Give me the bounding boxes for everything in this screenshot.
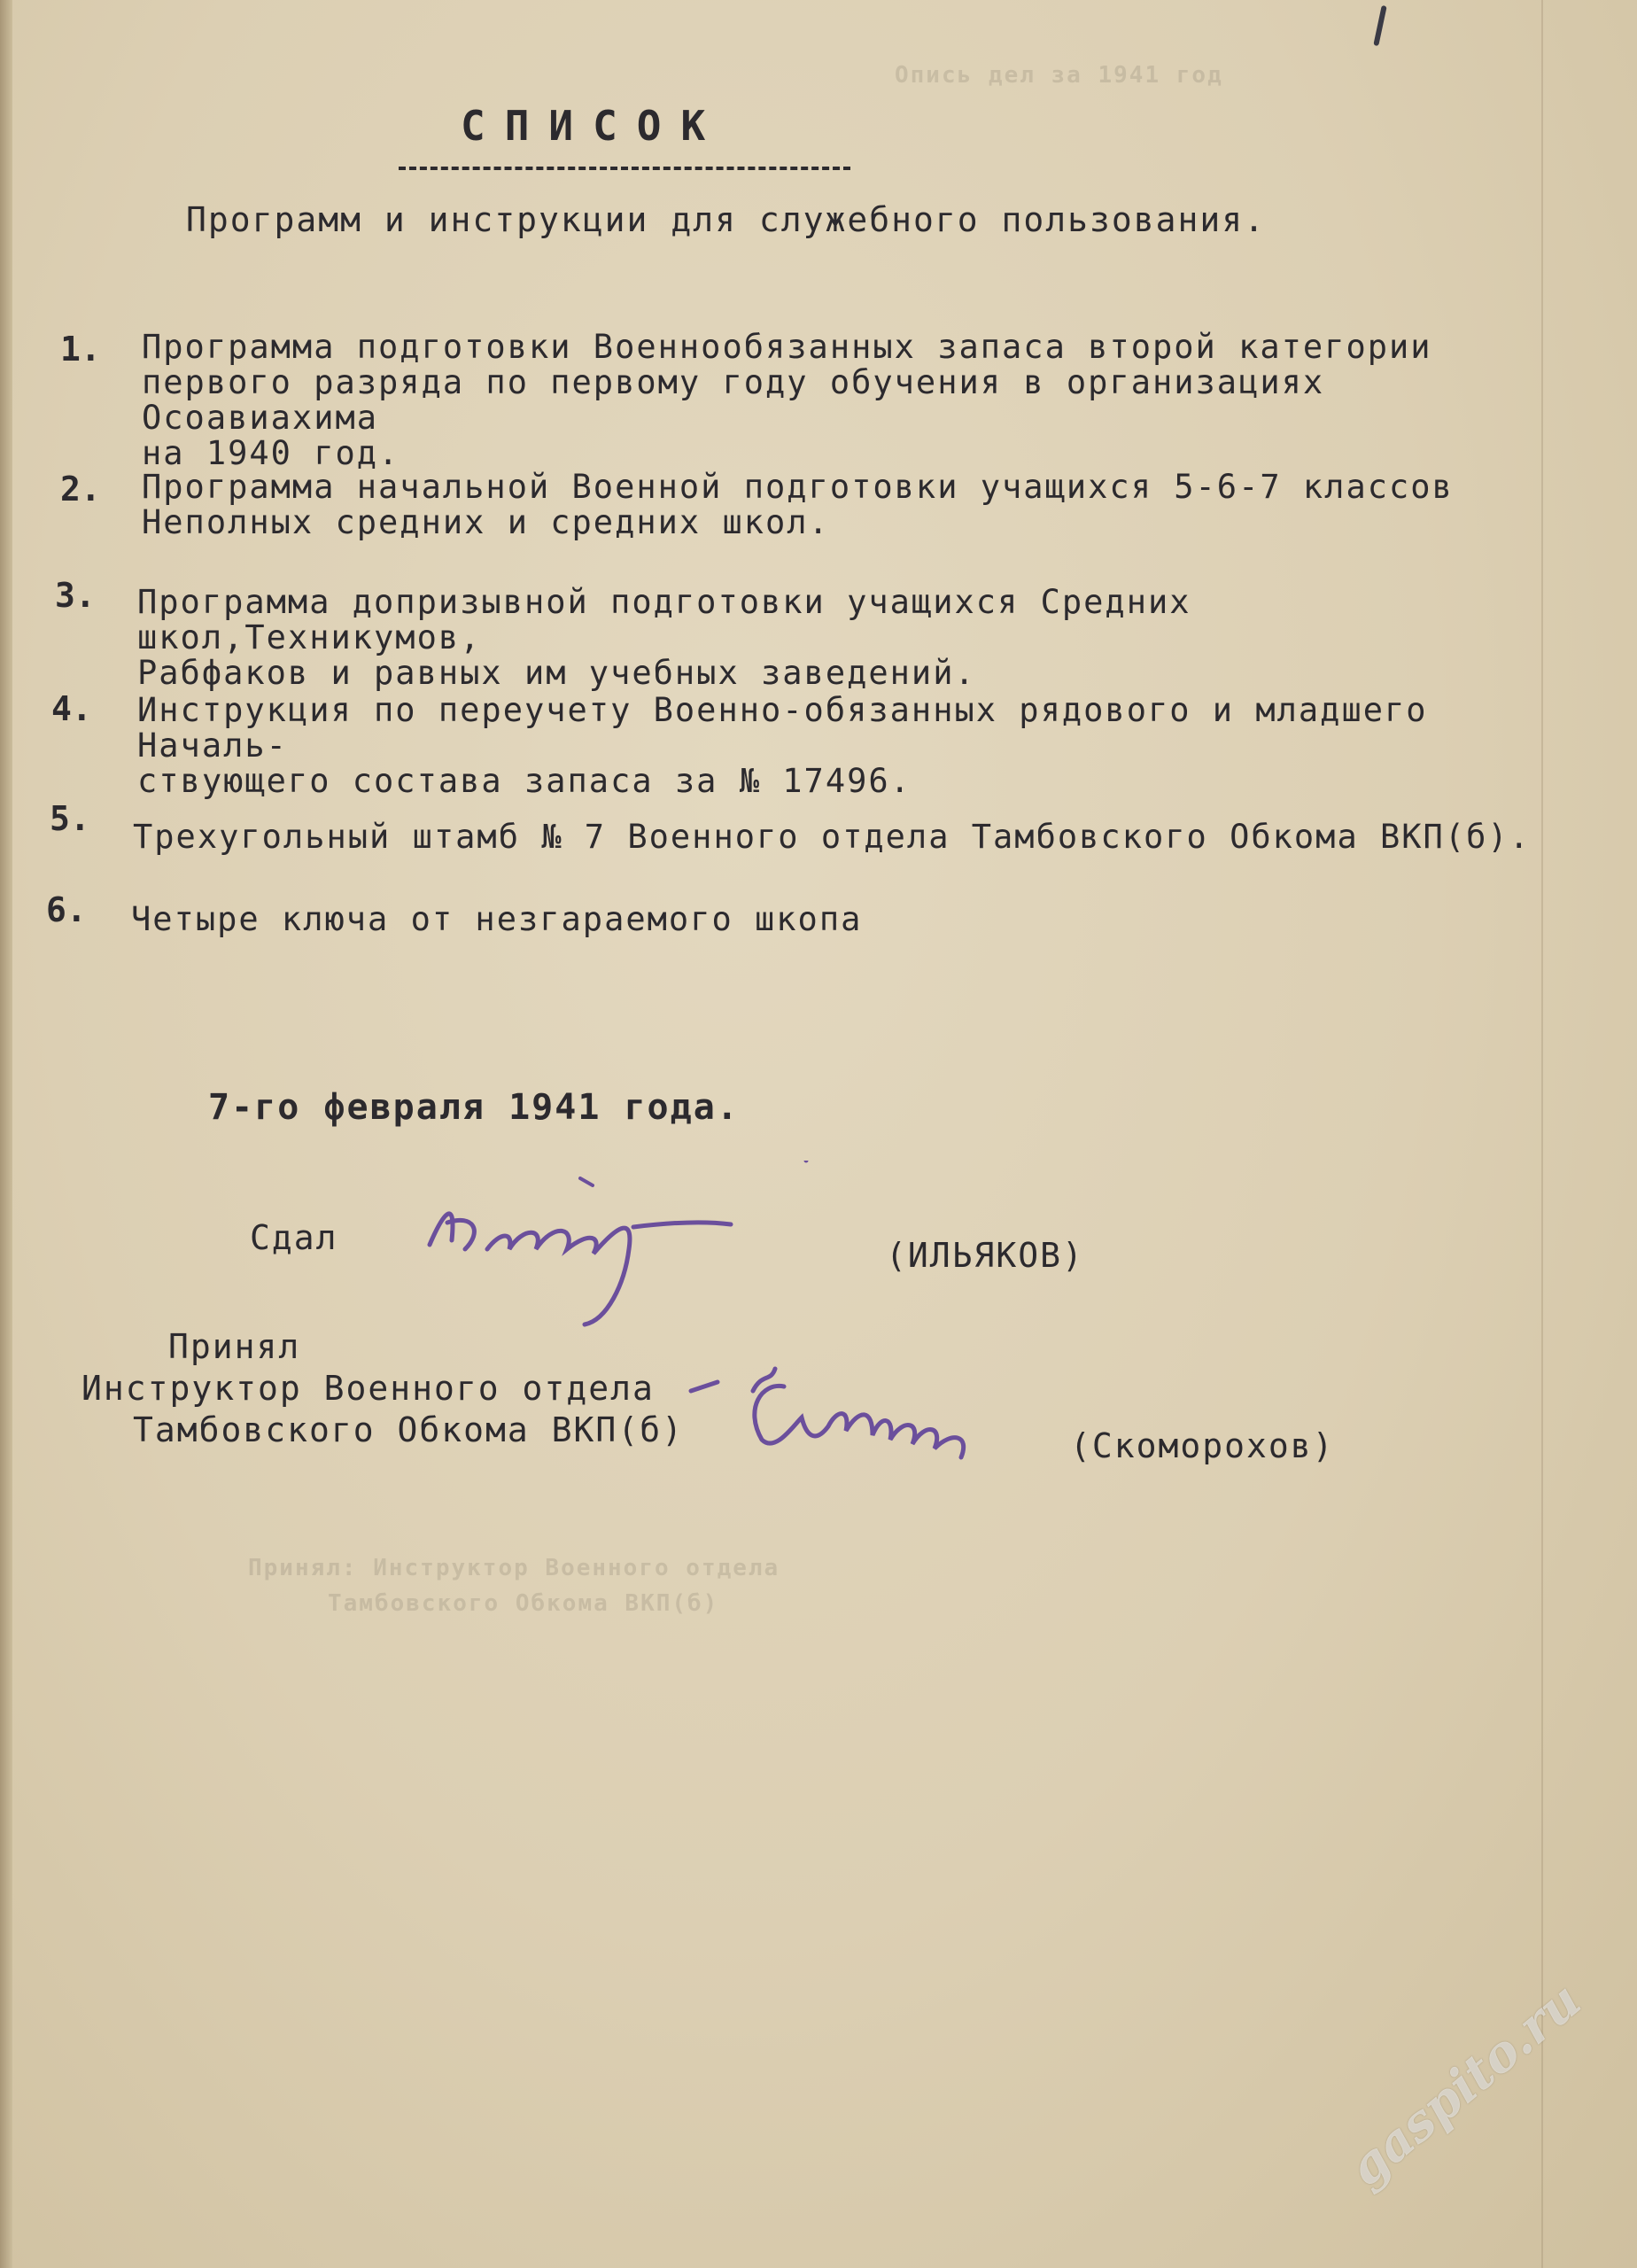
handed-over-name: (ИЛЬЯКОВ) — [886, 1236, 1084, 1275]
list-item: Трехугольный штамб № 7 Военного отдела Тамбовского Обкома ВКП(б). — [133, 818, 1531, 856]
document-date: 7-го февраля 1941 года. — [208, 1087, 740, 1128]
title-underline — [399, 167, 850, 170]
document-subtitle: Программ и инструкции для служебного пользования. — [186, 200, 1267, 239]
watermark: gaspito.ru — [1338, 1970, 1593, 2198]
document-title: СПИСОК — [461, 102, 725, 150]
received-name: (Скоморохов) — [1070, 1426, 1335, 1465]
signature-received — [620, 1355, 1045, 1497]
list-item: Четыре ключа от незгараемого шкопа — [131, 900, 863, 938]
bleed-through-text: Опись дел за 1941 год — [895, 62, 1223, 89]
signature-handed-over — [403, 1161, 828, 1329]
bleed-through-text: Тамбовского Обкома ВКП(б) — [328, 1590, 719, 1617]
item-number: 1. — [60, 330, 101, 369]
item-number: 4. — [51, 689, 92, 728]
item-number: 2. — [60, 470, 101, 509]
list-item: Программа подготовки Военнообязанных запаса второй категории первого разряда по первому году обучения в организациях Осоавиахима на 1940 год. — [142, 328, 1432, 472]
item-number: 5. — [50, 799, 90, 838]
bleed-through-text: Принял: Инструктор Военного отдела — [248, 1555, 780, 1581]
list-item: Программа начальной Военной подготовки учащихся 5-6-7 классов Неполных средних и средних школ. — [142, 468, 1454, 541]
received-label: Принял — [168, 1327, 301, 1366]
item-number: 6. — [46, 890, 87, 929]
received-position-line2: Тамбовского Обкома ВКП(б) — [133, 1410, 684, 1449]
item-number: 3. — [55, 576, 96, 615]
page-edge — [0, 0, 12, 2268]
received-position-line1: Инструктор Военного отдела — [81, 1369, 655, 1408]
pencil-mark — [1373, 5, 1386, 46]
list-item: Инструкция по переучету Военно-обязанных рядового и младшего Началь- ствующего состава запаса за № 17496. — [137, 691, 1428, 800]
handed-over-label: Сдал — [250, 1218, 338, 1257]
list-item: Программа допризывной подготовки учащихся Средних школ,Техникумов, Рабфаков и равных им учебных заведений. — [137, 583, 1191, 692]
